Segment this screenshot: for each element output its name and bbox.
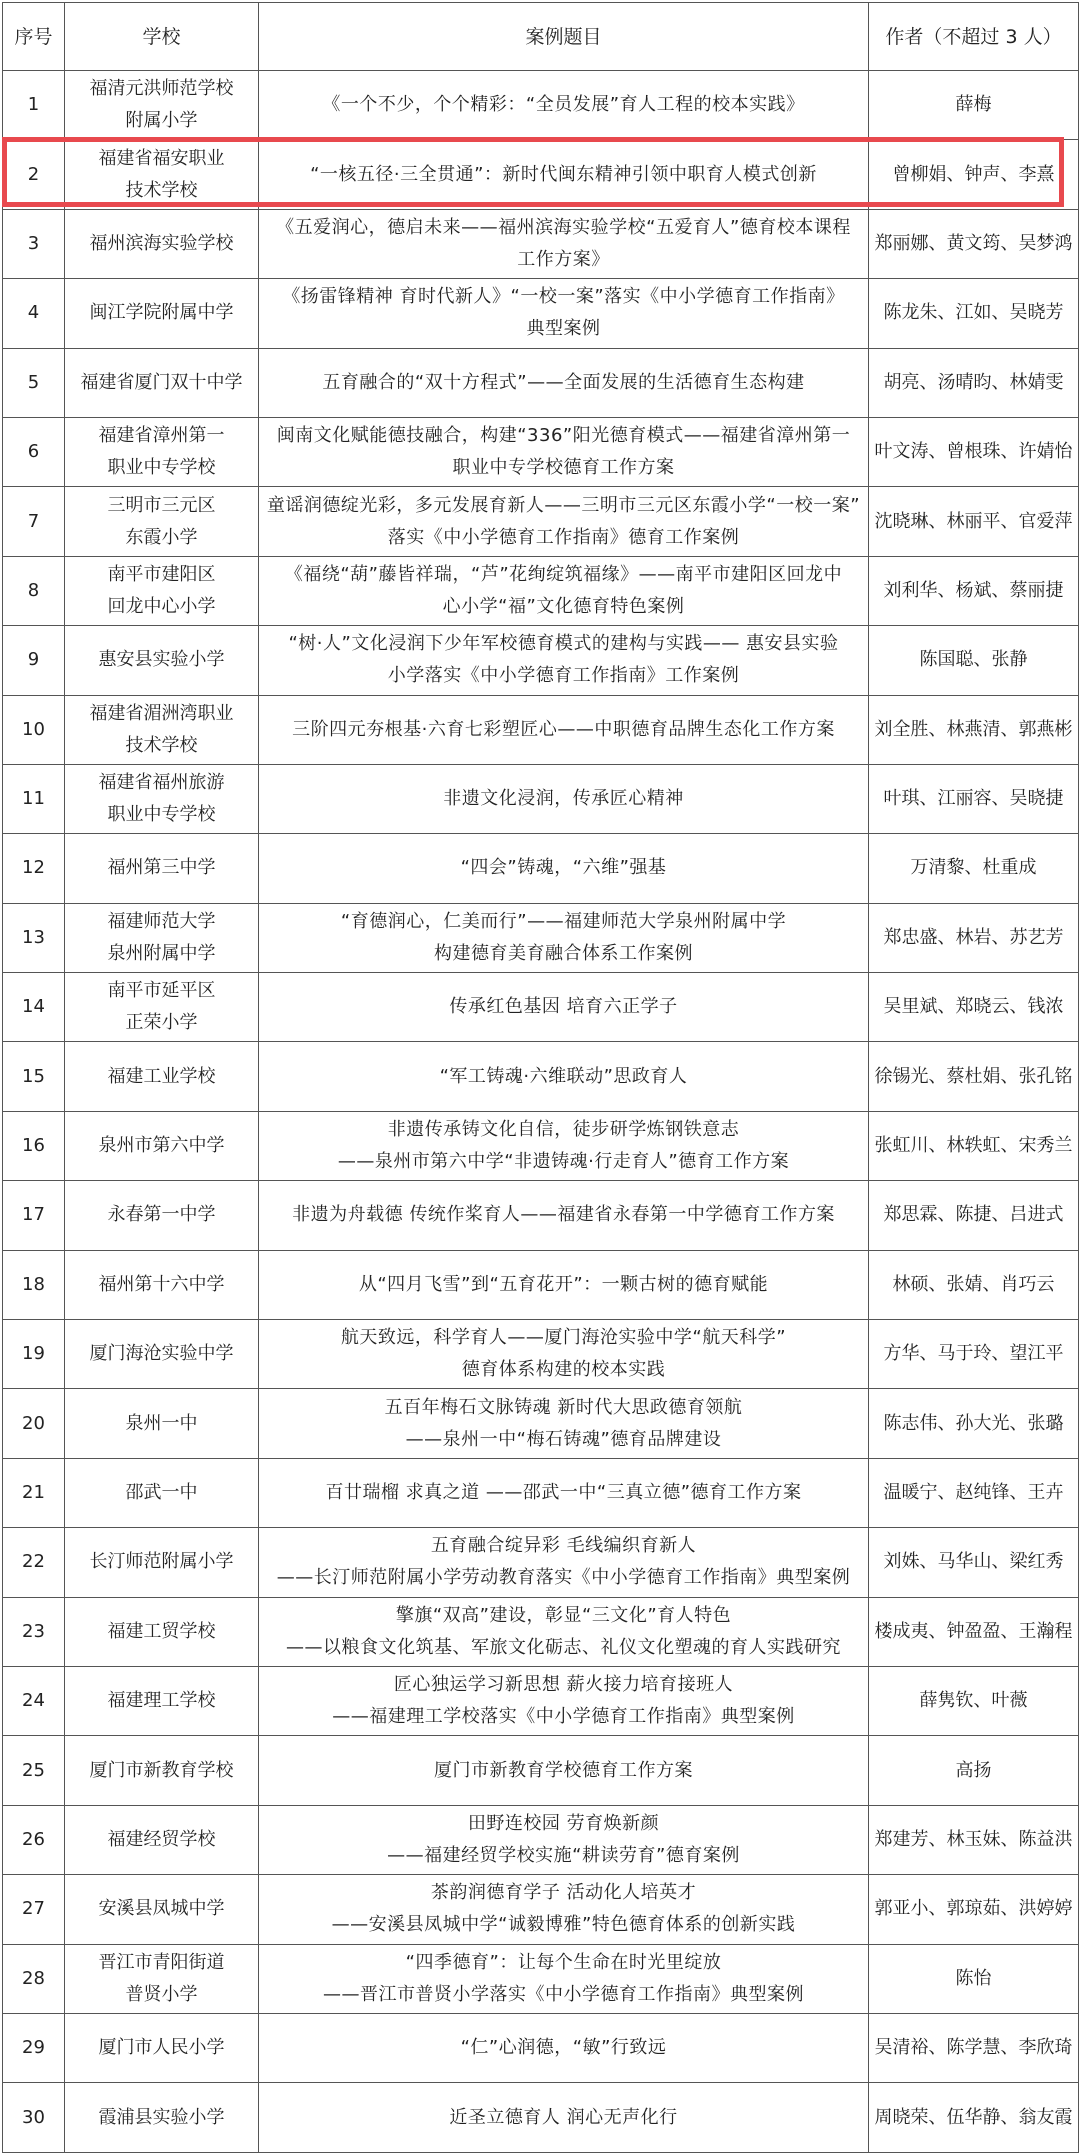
case-title-line: 田野连校园 劳育焕新颜 — [467, 1812, 660, 1834]
table-row — [3, 417, 1079, 486]
authors-cell: 刘利华、杨斌、蔡丽捷 — [869, 556, 1079, 625]
case-title-cell — [259, 834, 869, 903]
row-number: 18 — [3, 1250, 65, 1319]
school-name-line: 技术学校 — [125, 734, 198, 756]
row-number: 22 — [3, 1528, 65, 1597]
school-name-line: 福建省漳州第一 — [98, 425, 225, 447]
row-number: 7 — [3, 487, 65, 556]
case-title-line: “四会”铸魂，“六维”强基 — [460, 857, 667, 879]
school-name-line: 东霞小学 — [125, 526, 198, 548]
row-number: 26 — [3, 1805, 65, 1874]
school-cell — [65, 1042, 259, 1111]
authors-cell: 薛梅 — [869, 71, 1079, 140]
case-title-line: 航天致远，科学育人——厦门海沧实验中学“航天科学” — [340, 1327, 787, 1349]
case-title-cell — [259, 1042, 869, 1111]
school-cell — [65, 1805, 259, 1874]
case-title-cell — [259, 626, 869, 695]
authors-cell: 温暖宁、赵纯锋、王卉 — [869, 1458, 1079, 1527]
case-title-line: 工作方案》 — [517, 248, 610, 270]
school-name-line: 福建工贸学校 — [107, 1620, 216, 1642]
row-number: 6 — [3, 417, 65, 486]
case-title-line: 职业中专学校德育工作方案 — [452, 457, 675, 479]
school-name-line: 福州滨海实验学校 — [89, 232, 234, 254]
school-cell — [65, 1666, 259, 1735]
school-cell — [65, 279, 259, 348]
school-name-line: 福建理工学校 — [107, 1690, 216, 1712]
authors-cell: 徐锡光、蔡杜娟、张孔铭 — [869, 1042, 1079, 1111]
case-title-cell — [259, 417, 869, 486]
header-title: 案例题目 — [259, 3, 869, 71]
case-title-line: 百廿瑞榴 求真之道 ——邵武一中“三真立德”德育工作方案 — [325, 1482, 802, 1503]
case-title-cell — [259, 2013, 869, 2082]
authors-cell: 吴里斌、郑晓云、钱浓 — [869, 973, 1079, 1042]
school-cell — [65, 1181, 259, 1250]
case-title-line: 《扬雷锋精神 育时代新人》“一校一案”落实《中小学德育工作指南》 — [282, 286, 845, 308]
authors-cell: 周晓荣、伍华静、翁友霞 — [869, 2083, 1079, 2152]
case-title-cell — [259, 279, 869, 348]
case-title-cell — [259, 71, 869, 140]
school-cell — [65, 209, 259, 278]
case-title-line: 童谣润德绽光彩，多元发展育新人——三明市三元区东霞小学“一校一案” — [266, 494, 861, 516]
case-title-line: 《五爱润心，德启未来——福州滨海实验学校“五爱育人”德育校本课程 — [276, 216, 851, 238]
table-row — [3, 1250, 1079, 1319]
case-title-line: 五育融合的“双十方程式”——全面发展的生活德育生态构建 — [322, 371, 805, 393]
header-school: 学校 — [65, 3, 259, 71]
case-title-line: 《福绕“葫”藤皆祥瑞，“芦”花绚绽筑福缘》——南平市建阳区回龙中 — [284, 563, 843, 585]
school-cell — [65, 903, 259, 972]
case-title-cell — [259, 487, 869, 556]
case-title-line: “一核五径·三全贯通”：新时代闽东精神引领中职育人模式创新 — [310, 163, 817, 185]
row-number: 20 — [3, 1389, 65, 1458]
case-title-line: 五百年梅石文脉铸魂 新时代大思政德育领航 — [384, 1396, 743, 1418]
school-cell — [65, 1320, 259, 1389]
school-cell — [65, 764, 259, 833]
row-number: 30 — [3, 2083, 65, 2152]
case-title-cell — [259, 1736, 869, 1805]
case-title-line: “军工铸魂·六维联动”思政育人 — [439, 1065, 688, 1087]
school-name-line: 福州第三中学 — [107, 857, 216, 879]
school-name-line: 福建省福安职业 — [98, 147, 225, 169]
row-number: 24 — [3, 1666, 65, 1735]
authors-cell: 陈怡 — [869, 1944, 1079, 2013]
case-title-line: 厦门市新教育学校德育工作方案 — [434, 1759, 693, 1781]
table-row — [3, 695, 1079, 764]
case-title-line: “育德润心，仁美而行”——福建师范大学泉州附属中学 — [340, 910, 787, 932]
authors-cell: 郑思霖、陈捷、吕进式 — [869, 1181, 1079, 1250]
table-header-row — [3, 3, 1079, 71]
table-row — [3, 1181, 1079, 1250]
case-title-cell — [259, 764, 869, 833]
case-title-cell — [259, 1875, 869, 1944]
case-title-line: 三阶四元夯根基·六育七彩塑匠心——中职德育品牌生态化工作方案 — [292, 718, 835, 740]
case-title-cell — [259, 2083, 869, 2152]
table-row — [3, 973, 1079, 1042]
school-cell — [65, 417, 259, 486]
table-row — [3, 1320, 1079, 1389]
case-title-cell — [259, 1389, 869, 1458]
school-name-line: 福建师范大学 — [107, 910, 216, 932]
row-number: 11 — [3, 764, 65, 833]
authors-cell: 高扬 — [869, 1736, 1079, 1805]
header-authors: 作者（不超过 3 人） — [869, 3, 1079, 71]
school-name-line: 邵武一中 — [125, 1482, 198, 1503]
row-number: 25 — [3, 1736, 65, 1805]
school-name-line: 正荣小学 — [125, 1012, 198, 1034]
case-title-cell — [259, 348, 869, 417]
header-no: 序号 — [3, 3, 65, 71]
case-title-cell — [259, 1805, 869, 1874]
school-name-line: 福建经贸学校 — [107, 1828, 216, 1850]
school-name-line: 福建省厦门双十中学 — [80, 371, 243, 393]
authors-cell: 叶琪、江丽容、吴晓捷 — [869, 764, 1079, 833]
case-title-line: ——长汀师范附属小学劳动教育落实《中小学德育工作指南》典型案例 — [276, 1567, 851, 1589]
authors-cell: 吴清裕、陈学慧、李欣琦 — [869, 2013, 1079, 2082]
school-name-line: 厦门海沧实验中学 — [89, 1343, 234, 1365]
table-row — [3, 1875, 1079, 1944]
case-title-line: 构建德育美育融合体系工作案例 — [434, 942, 693, 964]
school-name-line: 福州第十六中学 — [98, 1273, 225, 1295]
authors-cell: 刘姝、马华山、梁红秀 — [869, 1528, 1079, 1597]
row-number: 23 — [3, 1597, 65, 1666]
case-title-line: 典型案例 — [526, 318, 601, 340]
case-title-cell — [259, 1111, 869, 1180]
case-title-line: 心小学“福”文化德育特色案例 — [442, 595, 685, 617]
table-row — [3, 903, 1079, 972]
school-cell — [65, 140, 259, 209]
row-number: 14 — [3, 973, 65, 1042]
authors-cell: 胡亮、汤晴昀、林婧雯 — [869, 348, 1079, 417]
row-number: 10 — [3, 695, 65, 764]
school-cell — [65, 1736, 259, 1805]
table-row — [3, 1944, 1079, 2013]
row-number: 29 — [3, 2013, 65, 2082]
school-cell — [65, 71, 259, 140]
school-name-line: 霞浦县实验小学 — [98, 2106, 225, 2128]
case-title-line: 匠心独运学习新思想 薪火接力培育接班人 — [393, 1674, 734, 1696]
school-name-line: 职业中专学校 — [107, 804, 216, 826]
authors-cell: 曾柳娟、钟声、李熹 — [869, 140, 1079, 209]
school-name-line: 职业中专学校 — [107, 457, 216, 479]
case-title-line: ——以粮食文化筑基、军旅文化砺志、礼仪文化塑魂的育人实践研究 — [286, 1636, 841, 1658]
row-number: 12 — [3, 834, 65, 903]
school-name-line: 三明市三元区 — [107, 494, 216, 516]
case-title-cell — [259, 1181, 869, 1250]
case-title-line: ——晋江市普贤小学落实《中小学德育工作指南》典型案例 — [323, 1983, 804, 2005]
table-row — [3, 140, 1079, 209]
authors-cell: 郭亚小、郭琼茹、洪婷婷 — [869, 1875, 1079, 1944]
school-cell — [65, 556, 259, 625]
case-title-cell — [259, 209, 869, 278]
school-name-line: 南平市延平区 — [107, 980, 216, 1002]
row-number: 13 — [3, 903, 65, 972]
authors-cell: 刘全胜、林燕清、郭燕彬 — [869, 695, 1079, 764]
authors-cell: 万清黎、杜重成 — [869, 834, 1079, 903]
table-row — [3, 764, 1079, 833]
table-row — [3, 2013, 1079, 2082]
table-row — [3, 1042, 1079, 1111]
case-title-cell — [259, 1944, 869, 2013]
school-cell — [65, 1250, 259, 1319]
row-number: 4 — [3, 279, 65, 348]
school-name-line: 惠安县实验小学 — [98, 649, 225, 671]
school-name-line: 晋江市青阳街道 — [98, 1951, 225, 1973]
authors-cell: 郑丽娜、黄文筠、吴梦鸿 — [869, 209, 1079, 278]
row-number: 8 — [3, 556, 65, 625]
table-row — [3, 1389, 1079, 1458]
case-title-cell — [259, 1666, 869, 1735]
authors-cell: 郑忠盛、林岩、苏艺芳 — [869, 903, 1079, 972]
case-title-line: ——福建经贸学校实施“耕读劳育”德育案例 — [387, 1844, 740, 1866]
case-title-cell — [259, 695, 869, 764]
table-row — [3, 487, 1079, 556]
row-number: 2 — [3, 140, 65, 209]
row-number: 1 — [3, 71, 65, 140]
row-number: 15 — [3, 1042, 65, 1111]
case-title-cell — [259, 1458, 869, 1527]
row-number: 5 — [3, 348, 65, 417]
school-cell — [65, 695, 259, 764]
case-title-line: ——福建理工学校落实《中小学德育工作指南》典型案例 — [332, 1706, 795, 1728]
school-cell — [65, 348, 259, 417]
school-name-line: 南平市建阳区 — [107, 563, 216, 585]
case-title-line: 五育融合绽异彩 毛线编织育新人 — [430, 1535, 697, 1557]
table-row — [3, 1458, 1079, 1527]
case-title-cell — [259, 556, 869, 625]
table-row — [3, 1111, 1079, 1180]
authors-cell: 楼成夷、钟盈盈、王瀚程 — [869, 1597, 1079, 1666]
school-name-line: 福建省湄洲湾职业 — [89, 702, 234, 724]
case-title-line: 非遗为舟载德 传统作桨育人——福建省永春第一中学德育工作方案 — [292, 1204, 835, 1226]
case-title-line: 擎旗“双高”建设，彰显“三文化”育人特色 — [395, 1604, 732, 1626]
table-row — [3, 348, 1079, 417]
case-title-line: 小学落实《中小学德育工作指南》工作案例 — [387, 665, 740, 687]
table-row — [3, 556, 1079, 625]
table-row — [3, 71, 1079, 140]
school-cell — [65, 1458, 259, 1527]
table-row — [3, 1805, 1079, 1874]
school-name-line: 安溪县凤城中学 — [98, 1898, 225, 1920]
school-name-line: 厦门市人民小学 — [98, 2037, 225, 2059]
table-row — [3, 209, 1079, 278]
school-cell — [65, 1389, 259, 1458]
case-title-line: ——泉州市第六中学“非遗铸魂·行走育人”德育工作方案 — [337, 1151, 790, 1173]
case-list-table — [2, 2, 1079, 2153]
case-title-line: 德育体系构建的校本实践 — [461, 1359, 666, 1381]
case-title-line: 近圣立德育人 润心无声化行 — [449, 2106, 678, 2128]
row-number: 16 — [3, 1111, 65, 1180]
table-row — [3, 279, 1079, 348]
school-name-line: 普贤小学 — [125, 1983, 198, 2005]
case-title-cell — [259, 1528, 869, 1597]
row-number: 9 — [3, 626, 65, 695]
school-name-line: 泉州一中 — [125, 1412, 198, 1434]
school-cell — [65, 1111, 259, 1180]
case-title-line: 落实《中小学德育工作指南》德育工作案例 — [387, 526, 740, 548]
school-name-line: 福建工业学校 — [107, 1065, 216, 1087]
school-name-line: 福建省福州旅游 — [98, 772, 225, 794]
row-number: 3 — [3, 209, 65, 278]
school-name-line: 闽江学院附属中学 — [89, 302, 234, 324]
school-cell — [65, 2083, 259, 2152]
case-title-line: “仁”心润德，“敏”行致远 — [460, 2037, 667, 2059]
case-title-line: ——泉州一中“梅石铸魂”德育品牌建设 — [405, 1428, 722, 1450]
school-name-line: 回龙中心小学 — [107, 595, 216, 617]
case-title-line: 从“四月飞雪”到“五育花开”：一颗古树的德育赋能 — [358, 1273, 769, 1295]
row-number: 17 — [3, 1181, 65, 1250]
case-title-line: ——安溪县凤城中学“诚毅博雅”特色德育体系的创新实践 — [331, 1914, 796, 1936]
row-number: 19 — [3, 1320, 65, 1389]
school-cell — [65, 1528, 259, 1597]
school-cell — [65, 2013, 259, 2082]
school-name-line: 附属小学 — [125, 110, 198, 132]
school-name-line: 泉州市第六中学 — [98, 1135, 225, 1157]
authors-cell: 叶文涛、曾根珠、许婧怡 — [869, 417, 1079, 486]
row-number: 27 — [3, 1875, 65, 1944]
school-name-line: 厦门市新教育学校 — [89, 1759, 234, 1781]
row-number: 21 — [3, 1458, 65, 1527]
case-title-cell — [259, 140, 869, 209]
table-row — [3, 1597, 1079, 1666]
school-cell — [65, 973, 259, 1042]
school-name-line: 福清元洪师范学校 — [89, 78, 234, 100]
table-row — [3, 1736, 1079, 1805]
case-title-cell — [259, 1320, 869, 1389]
case-title-cell — [259, 1597, 869, 1666]
authors-cell: 沈晓琳、林丽平、官爱萍 — [869, 487, 1079, 556]
school-cell — [65, 1944, 259, 2013]
school-cell — [65, 834, 259, 903]
case-title-line: 《一个不少，个个精彩：“全员发展”育人工程的校本实践》 — [322, 94, 805, 116]
case-title-line: “树·人”文化浸润下少年军校德育模式的建构与实践—— 惠安县实验 — [288, 633, 839, 655]
table-row — [3, 834, 1079, 903]
authors-cell: 林硕、张婧、肖巧云 — [869, 1250, 1079, 1319]
case-title-line: 非遗文化浸润，传承匠心精神 — [443, 788, 684, 810]
case-title-line: 传承红色基因 培育六正学子 — [449, 996, 678, 1018]
school-name-line: 永春第一中学 — [107, 1204, 216, 1226]
authors-cell: 张虹川、林轶虹、宋秀兰 — [869, 1111, 1079, 1180]
row-number: 28 — [3, 1944, 65, 2013]
authors-cell: 陈龙朱、江如、吴晓芳 — [869, 279, 1079, 348]
school-name-line: 长汀师范附属小学 — [89, 1551, 234, 1573]
case-title-line: 茶韵润德育学子 活动化人培英才 — [430, 1882, 697, 1904]
authors-cell: 陈志伟、孙大光、张璐 — [869, 1389, 1079, 1458]
authors-cell: 陈国聪、张静 — [869, 626, 1079, 695]
table-row — [3, 1528, 1079, 1597]
table-row — [3, 2083, 1079, 2152]
school-cell — [65, 626, 259, 695]
school-cell — [65, 1875, 259, 1944]
case-title-line: 闽南文化赋能德技融合，构建“336”阳光德育模式——福建省漳州第一 — [276, 425, 851, 447]
case-title-cell — [259, 973, 869, 1042]
authors-cell: 方华、马于玲、望江平 — [869, 1320, 1079, 1389]
authors-cell: 郑建芳、林玉妹、陈益洪 — [869, 1805, 1079, 1874]
school-cell — [65, 1597, 259, 1666]
table-row — [3, 1666, 1079, 1735]
case-title-cell — [259, 903, 869, 972]
case-title-cell — [259, 1250, 869, 1319]
case-title-line: 非遗传承铸文化自信，徒步研学炼钢铁意志 — [387, 1119, 740, 1141]
school-cell — [65, 487, 259, 556]
table-row — [3, 626, 1079, 695]
case-title-line: “四季德育”：让每个生命在时光里绽放 — [405, 1951, 722, 1973]
school-name-line: 泉州附属中学 — [107, 942, 216, 964]
authors-cell: 薛隽钦、叶薇 — [869, 1666, 1079, 1735]
school-name-line: 技术学校 — [125, 179, 198, 201]
